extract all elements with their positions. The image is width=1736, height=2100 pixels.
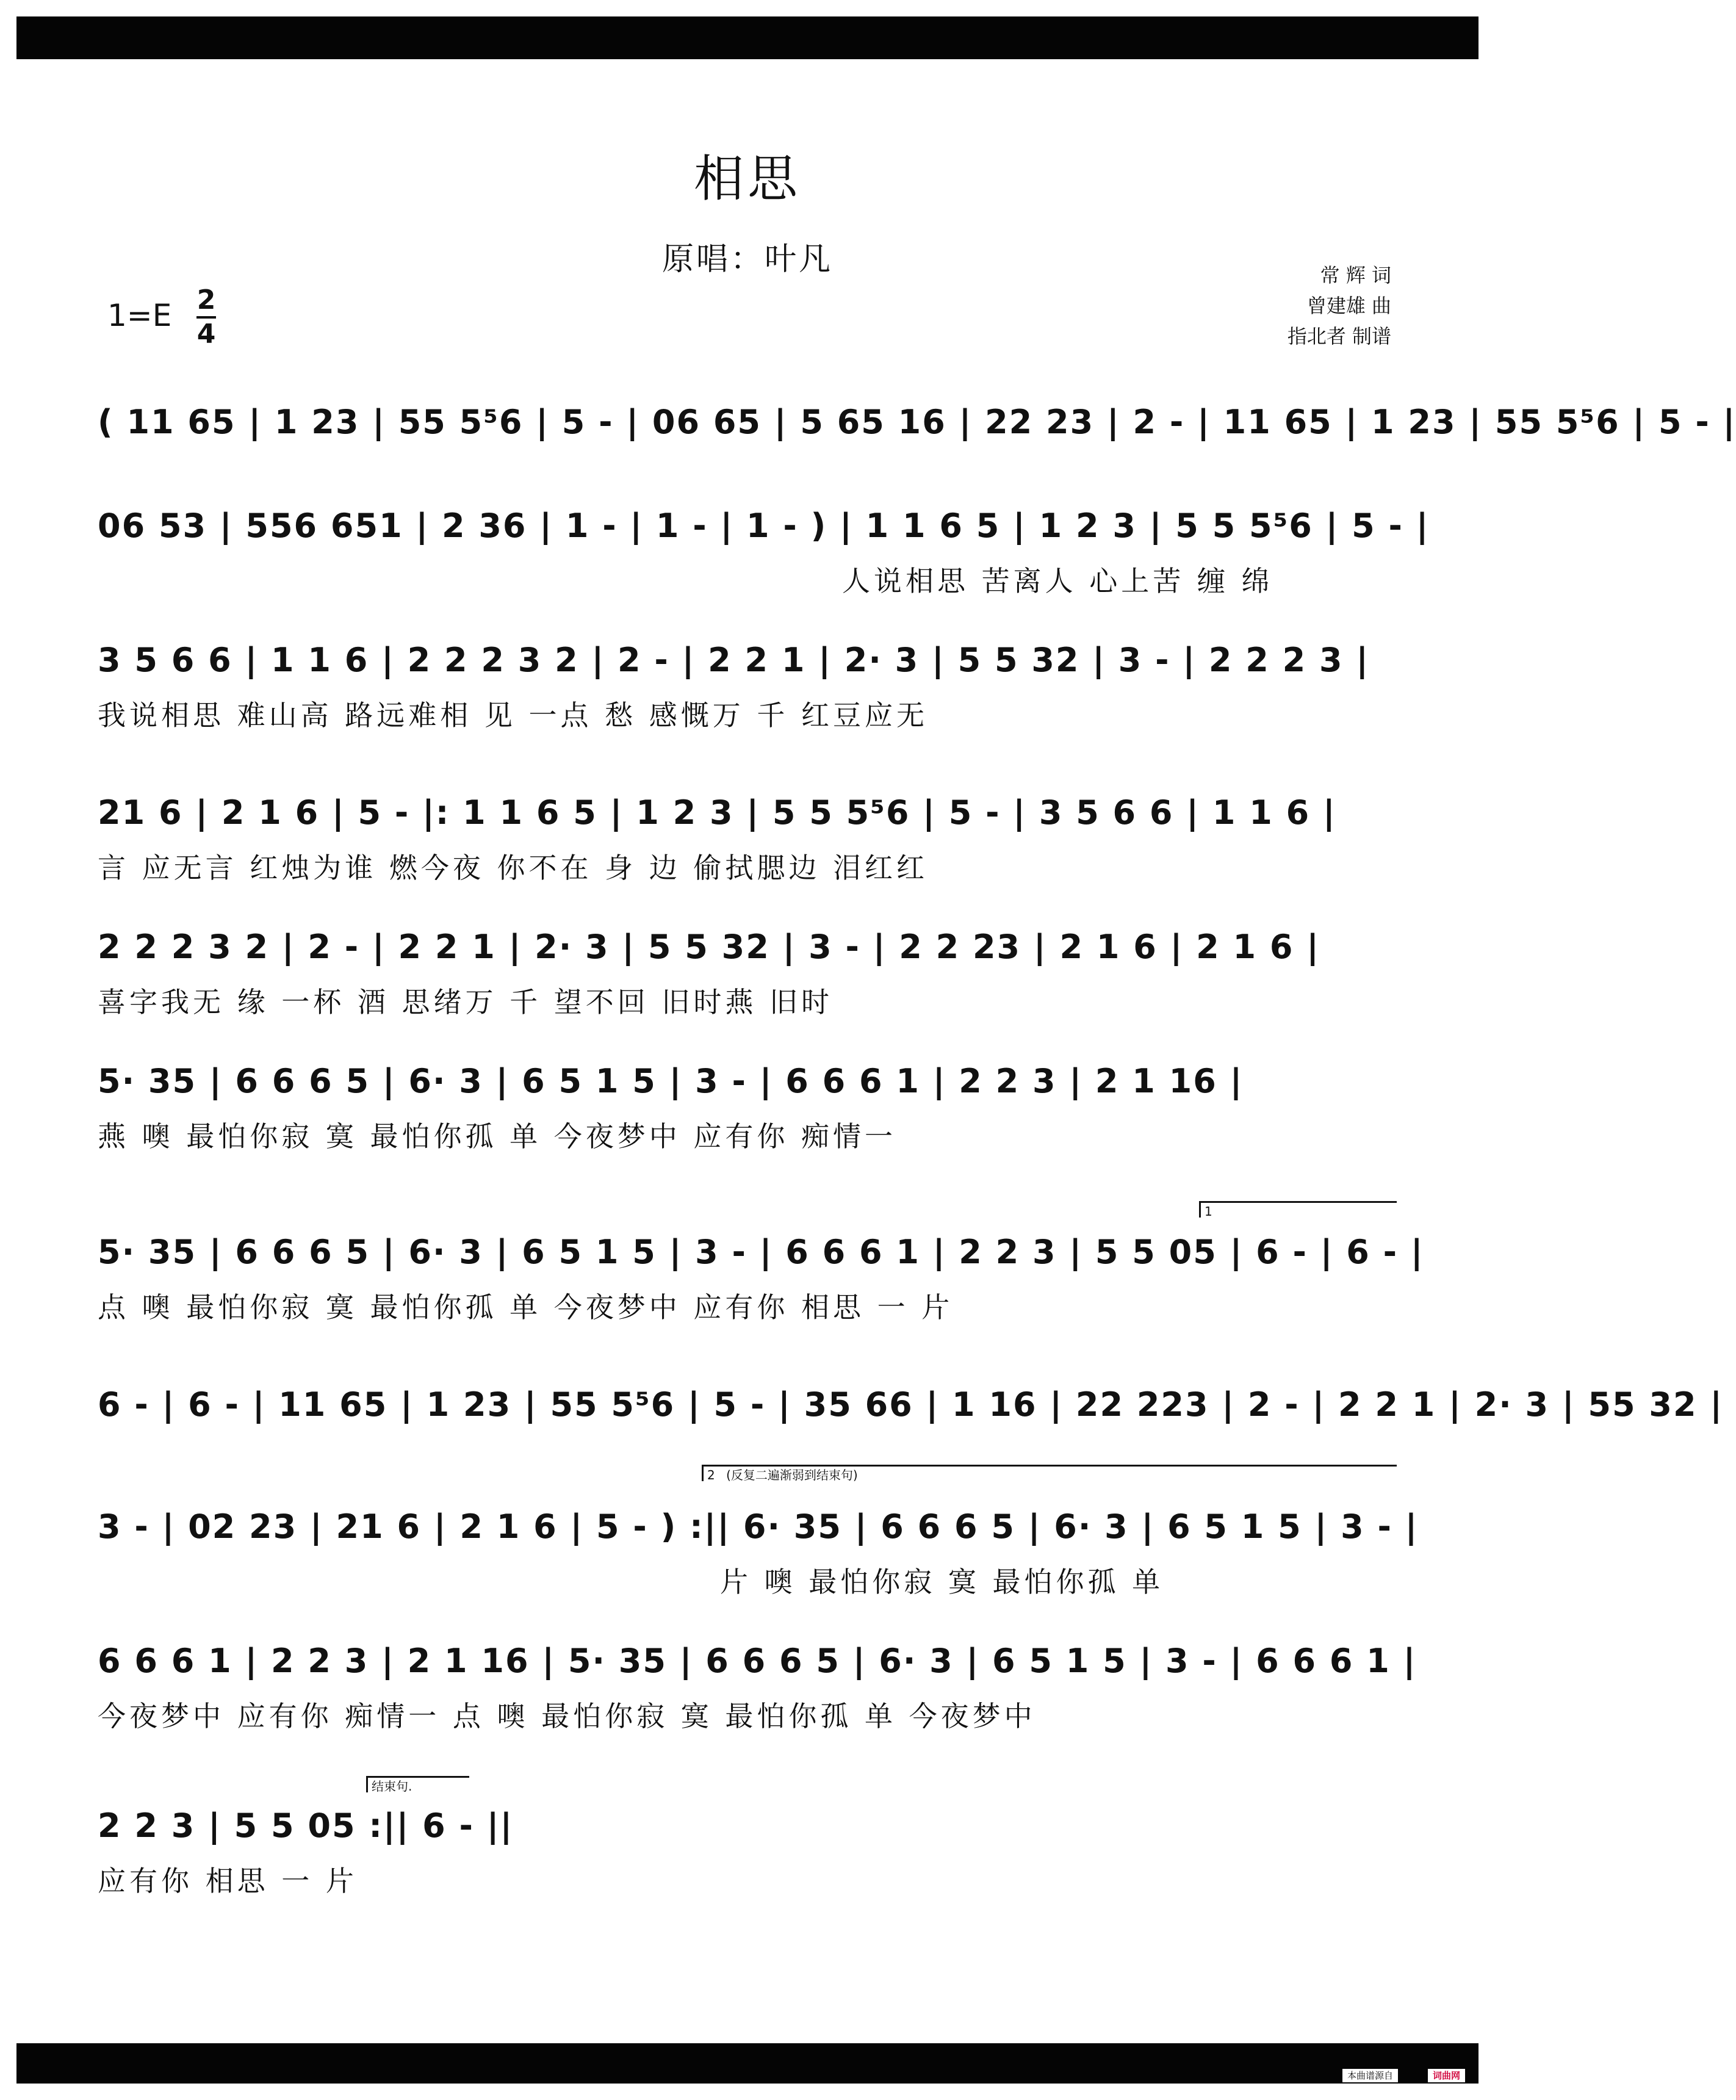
notation-line: ( 11 65 | 1 23 | 55 5⁵6 | 5 - | 06 65 | 5 65 16 | 22 23 | 2 - | 11 65 | 1 23 | 55 5⁵6 | 5 - | xyxy=(98,403,1736,441)
lyric-line: 燕 噢 最怕你寂 寞 最怕你孤 单 今夜梦中 应有你 痴情一 xyxy=(98,1120,896,1153)
original-singer: 原唱：叶凡 xyxy=(661,241,833,278)
notation-line: 06 53 | 556 651 | 2 36 | 1 - | 1 - | 1 - ) | 1 1 6 5 | 1 2 3 | 5 5 5⁵6 | 5 - | xyxy=(98,507,1430,545)
notation-line: 2 2 2 3 2 | 2 - | 2 2 1 | 2· 3 | 5 5 32 | 3 - | 2 2 23 | 2 1 6 | 2 1 6 | xyxy=(98,928,1320,966)
notation-line: 6 - | 6 - | 11 65 | 1 23 | 55 5⁵6 | 5 - | 35 66 | 1 16 | 22 223 | 2 - | 2 2 1 | 2· 3 | 55 32 | xyxy=(98,1385,1724,1424)
lyric-line: 今夜梦中 应有你 痴情一 点 噢 最怕你寂 寞 最怕你孤 单 今夜梦中 xyxy=(98,1700,1036,1733)
lyric-line: 片 噢 最怕你寂 寞 最怕你孤 单 xyxy=(720,1565,1164,1598)
lyric-line: 应有你 相思 一 片 xyxy=(98,1864,358,1897)
notation-line: 3 - | 02 23 | 21 6 | 2 1 6 | 5 - ) :|| 6· 35 | 6 6 6 5 | 6· 3 | 6 5 1 5 | 3 - | xyxy=(98,1507,1419,1546)
notation-line: 2 2 3 | 5 5 05 :|| 6 - || xyxy=(98,1806,514,1845)
volta-1-bracket: 1 xyxy=(1199,1201,1397,1218)
time-signature-top: 2 xyxy=(196,284,216,316)
ending-bracket: 结束句. xyxy=(366,1776,469,1792)
volta-2-number: 2 xyxy=(707,1468,715,1482)
lyric-line: 我说相思 难山高 路远难相 见 一点 愁 感慨万 千 红豆应无 xyxy=(98,699,928,732)
notation-line: 21 6 | 2 1 6 | 5 - |: 1 1 6 5 | 1 2 3 | 5 5 5⁵6 | 5 - | 3 5 6 6 | 1 1 6 | xyxy=(98,793,1336,832)
key-signature: 1=E xyxy=(107,298,172,333)
arranger-credit: 指北者 制谱 xyxy=(1287,325,1391,348)
notation-line: 5· 35 | 6 6 6 5 | 6· 3 | 6 5 1 5 | 3 - | 6 6 6 1 | 2 2 3 | 5 5 05 | 6 - | 6 - | xyxy=(98,1233,1424,1271)
bottom-black-bar xyxy=(16,2043,1478,2084)
source-label: 本曲谱源自 xyxy=(1342,2069,1398,2082)
volta-2-bracket xyxy=(702,1465,1397,1481)
notation-line: 6 6 6 1 | 2 2 3 | 2 1 16 | 5· 35 | 6 6 6 5 | 6· 3 | 6 5 1 5 | 3 - | 6 6 6 1 | xyxy=(98,1642,1417,1680)
lyric-line: 人说相思 苦离人 心上苦 缠 绵 xyxy=(842,565,1273,597)
lyric-line: 点 噢 最怕你寂 寞 最怕你孤 单 今夜梦中 应有你 相思 一 片 xyxy=(98,1291,954,1324)
song-title: 相思 xyxy=(693,150,801,208)
notation-line: 3 5 6 6 | 1 1 6 | 2 2 2 3 2 | 2 - | 2 2 1 | 2· 3 | 5 5 32 | 3 - | 2 2 2 3 | xyxy=(98,641,1370,679)
time-signature-bottom: 4 xyxy=(196,319,216,350)
repeat-instruction: (反复二遍渐弱到结束句) xyxy=(726,1468,858,1482)
lyricist-credit: 常 辉 词 xyxy=(1320,264,1391,287)
lyric-line: 言 应无言 红烛为谁 燃今夜 你不在 身 边 偷拭腮边 泪红红 xyxy=(98,851,928,884)
composer-credit: 曾建雄 曲 xyxy=(1306,294,1391,317)
notation-line: 5· 35 | 6 6 6 5 | 6· 3 | 6 5 1 5 | 3 - | 6 6 6 1 | 2 2 3 | 2 1 16 | xyxy=(98,1062,1244,1100)
source-site-link[interactable]: 词曲网 xyxy=(1428,2069,1465,2082)
lyric-line: 喜字我无 缘 一杯 酒 思绪万 千 望不回 旧时燕 旧时 xyxy=(98,986,833,1019)
